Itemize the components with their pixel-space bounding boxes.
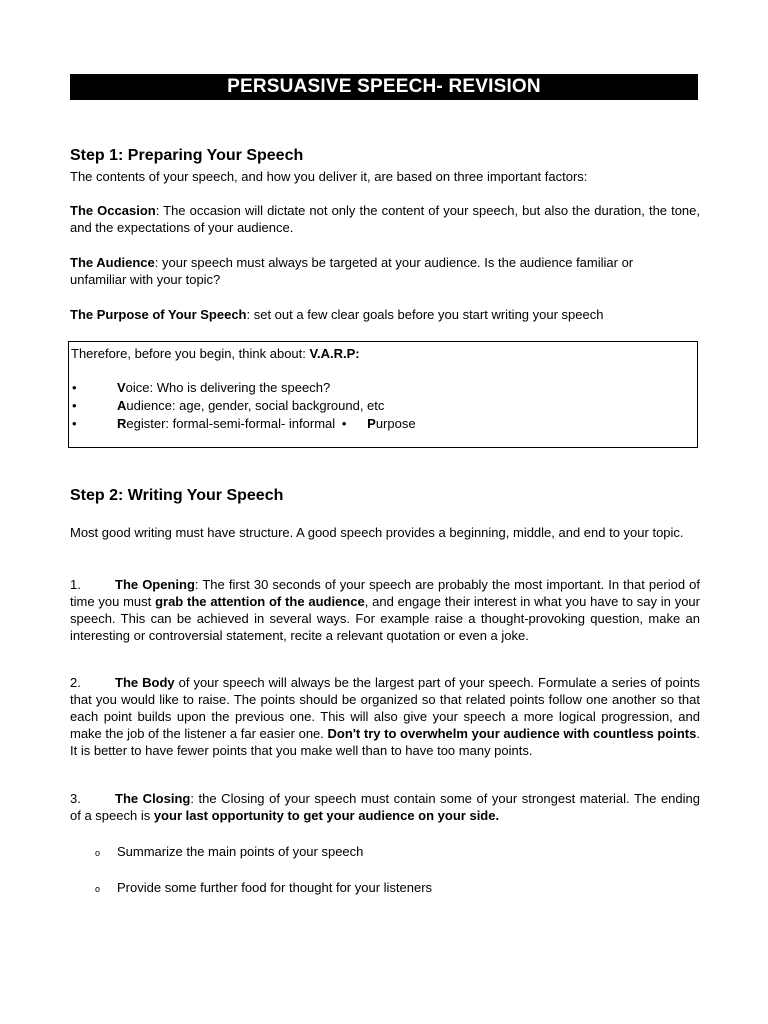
varp-letter: A	[117, 398, 127, 413]
varp-item-audience	[117, 397, 384, 414]
opening-paragraph	[70, 576, 700, 644]
purpose-label: The Purpose of Your Speech	[70, 307, 247, 322]
opening-text-rest: , and engage their interest in what you have to say in your speech. This can be achieved in several ways. For example raise a thought-provoking question, make an interesting or controversial statement, recite a relevant quotation or even a joke.	[70, 594, 700, 643]
varp-box	[68, 341, 698, 448]
step1-heading: Step 1: Preparing Your Speech	[70, 147, 304, 164]
varp-item-text: egister: formal-semi-formal- informal	[126, 416, 336, 431]
varp-bullet: •	[72, 380, 77, 395]
body-text-rest: . It is better to have fewer points that you make well than to have too many points.	[70, 726, 700, 758]
occasion-paragraph	[70, 202, 700, 236]
sub-bullet: o	[95, 884, 101, 894]
audience-paragraph	[70, 254, 690, 288]
closing-emphasis: your last opportunity to get your audience on your side.	[153, 808, 500, 823]
varp-intro	[71, 345, 360, 362]
page-title: PERSUASIVE SPEECH- REVISION	[70, 74, 698, 100]
step1-intro: The contents of your speech, and how you deliver it, are based on three important factors:	[70, 169, 588, 184]
step2-intro: Most good writing must have structure. A good speech provides a beginning, middle, and end to your topic.	[70, 525, 684, 540]
body-label: The Body	[115, 675, 175, 690]
item-number: 1.	[70, 577, 81, 592]
varp-bullet: •	[341, 416, 347, 431]
audience-text: : your speech must always be targeted at your audience. Is the audience familiar or unfamiliar with your topic?	[70, 255, 634, 287]
occasion-label: The Occasion	[70, 203, 156, 218]
varp-item-text: urpose	[375, 416, 416, 431]
varp-item-register	[117, 415, 416, 432]
varp-acronym: V.A.R.P:	[309, 346, 360, 361]
varp-item-text: oice: Who is delivering the speech?	[125, 380, 331, 395]
opening-emphasis: grab the attention of the audience	[155, 594, 365, 609]
item-number: 2.	[70, 675, 81, 690]
varp-letter: P	[367, 416, 376, 431]
step2-heading: Step 2: Writing Your Speech	[70, 487, 284, 504]
varp-bullet: •	[72, 398, 77, 413]
varp-letter: V	[117, 380, 126, 395]
varp-bullet: •	[72, 416, 77, 431]
item-number: 3.	[70, 791, 81, 806]
closing-label: The Closing	[115, 791, 191, 806]
body-paragraph	[70, 674, 700, 759]
occasion-text: : The occasion will dictate not only the content of your speech, but also the duration, the tone, and the expectations of your audience.	[70, 203, 700, 235]
sub-item: Summarize the main points of your speech	[117, 844, 364, 859]
opening-label: The Opening	[115, 577, 195, 592]
varp-item-voice	[117, 379, 330, 396]
opening-text: : The first 30 seconds of your speech are probably the most important. In that period of time you must	[70, 577, 700, 609]
sub-bullet: o	[95, 848, 101, 858]
body-text: of your speech will always be the largest part of your speech. Formulate a series of points that you would like to raise. The points should be organized so that related points follow one another so that each point builds upon the previous one. This will also give your speech a more logical progression, and make the job of the listener a far easier one.	[70, 675, 700, 741]
purpose-text: : set out a few clear goals before you start writing your speech	[246, 307, 604, 322]
varp-intro-text: Therefore, before you begin, think about:	[71, 346, 310, 361]
audience-label: The Audience	[70, 255, 155, 270]
varp-letter: R	[117, 416, 127, 431]
closing-text: : the Closing of your speech must contain some of your strongest material. The ending of a speech is	[70, 791, 700, 823]
purpose-paragraph	[70, 306, 700, 323]
body-emphasis: Don't try to overwhelm your audience with countless points	[327, 726, 697, 741]
varp-item-text: udience: age, gender, social background, etc	[126, 398, 385, 413]
sub-item: Provide some further food for thought for your listeners	[117, 880, 433, 895]
closing-paragraph	[70, 790, 700, 824]
